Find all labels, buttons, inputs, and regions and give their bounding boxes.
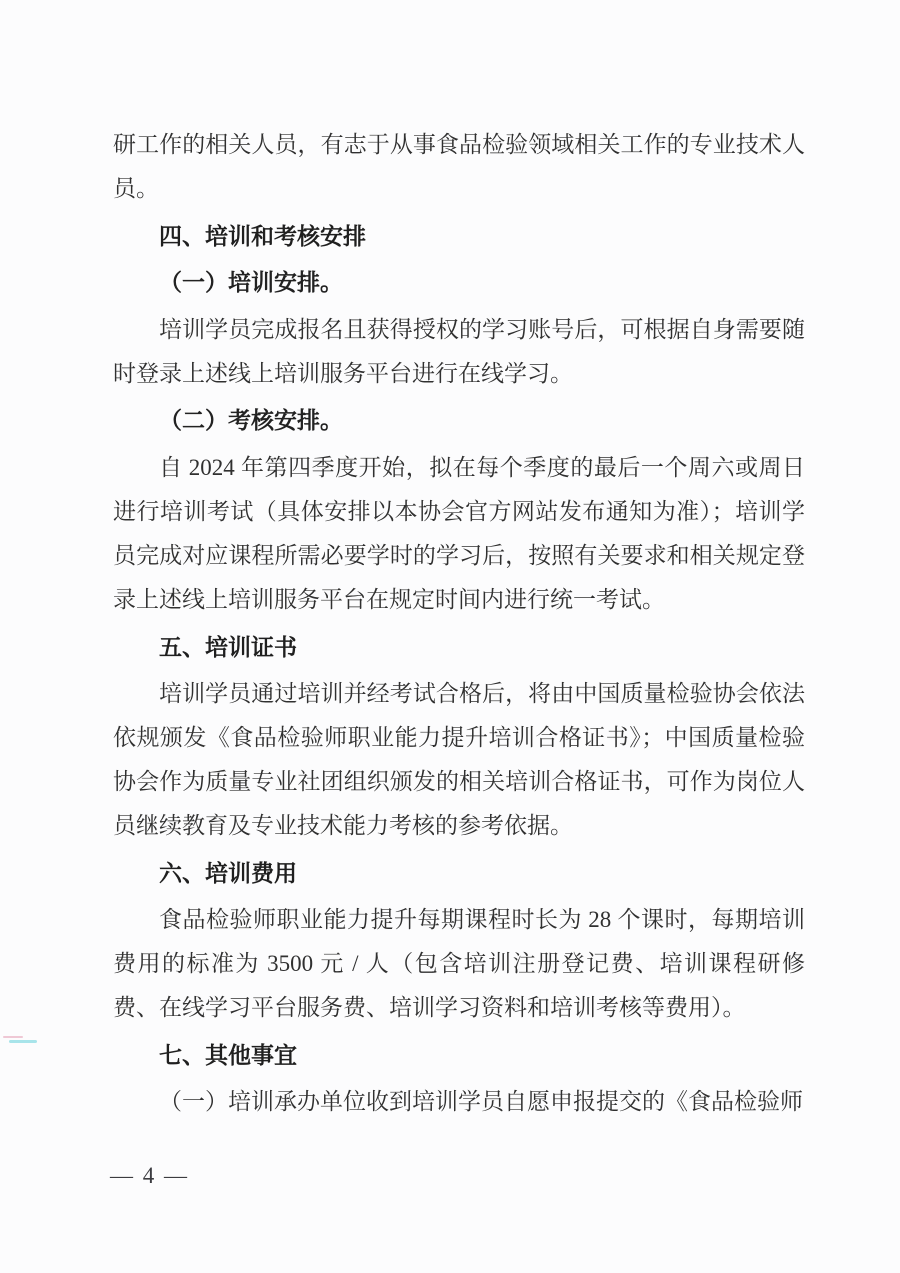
section-heading-7: 七、其他事宜: [159, 1042, 297, 1068]
subsection-heading-4-2: （二）考核安排。: [159, 408, 343, 433]
section-heading-5: 五、培训证书: [159, 634, 297, 660]
section-heading-4: 四、培训和考核安排: [159, 223, 366, 249]
paragraph-continuation: 研工作的相关人员，有志于从事食品检验领域相关工作的专业技术人员。: [113, 132, 805, 201]
paragraph-incomplete: （一）培训承办单位收到培训学员自愿申报提交的《食品检验师: [159, 1089, 803, 1114]
scan-artifact-cyan: [9, 1040, 37, 1043]
scan-artifact-pink: [3, 1036, 23, 1038]
section-heading-6: 六、培训费用: [159, 860, 297, 886]
paragraph: 培训学员完成报名且获得授权的学习账号后，可根据自身需要随时登录上述线上培训服务平台进行在线学习。: [113, 317, 805, 386]
subsection-heading-4-1: （一）培训安排。: [159, 270, 343, 295]
page-number: — 4 —: [110, 1163, 189, 1188]
paragraph: 食品检验师职业能力提升每期课程时长为 28 个课时，每期培训费用的标准为 3500 元 / 人（包含培训注册登记费、培训课程研修费、在线学习平台服务费、培训学习资料和培训考核等费用）。: [113, 907, 805, 1020]
paragraph: 自 2024 年第四季度开始，拟在每个季度的最后一个周六或周日进行培训考试（具体安排以本协会官方网站发布通知为准）；培训学员完成对应课程所需必要学时的学习后，按照有关要求和相关规定登录上述线上培训服务平台在规定时间内进行统一考试。: [113, 455, 805, 612]
paragraph: 培训学员通过培训并经考试合格后，将由中国质量检验协会依法依规颁发《食品检验师职业能力提升培训合格证书》；中国质量检验协会作为质量专业社团组织颁发的相关培训合格证书，可作为岗位人员继续教育及专业技术能力考核的参考依据。: [113, 681, 805, 838]
